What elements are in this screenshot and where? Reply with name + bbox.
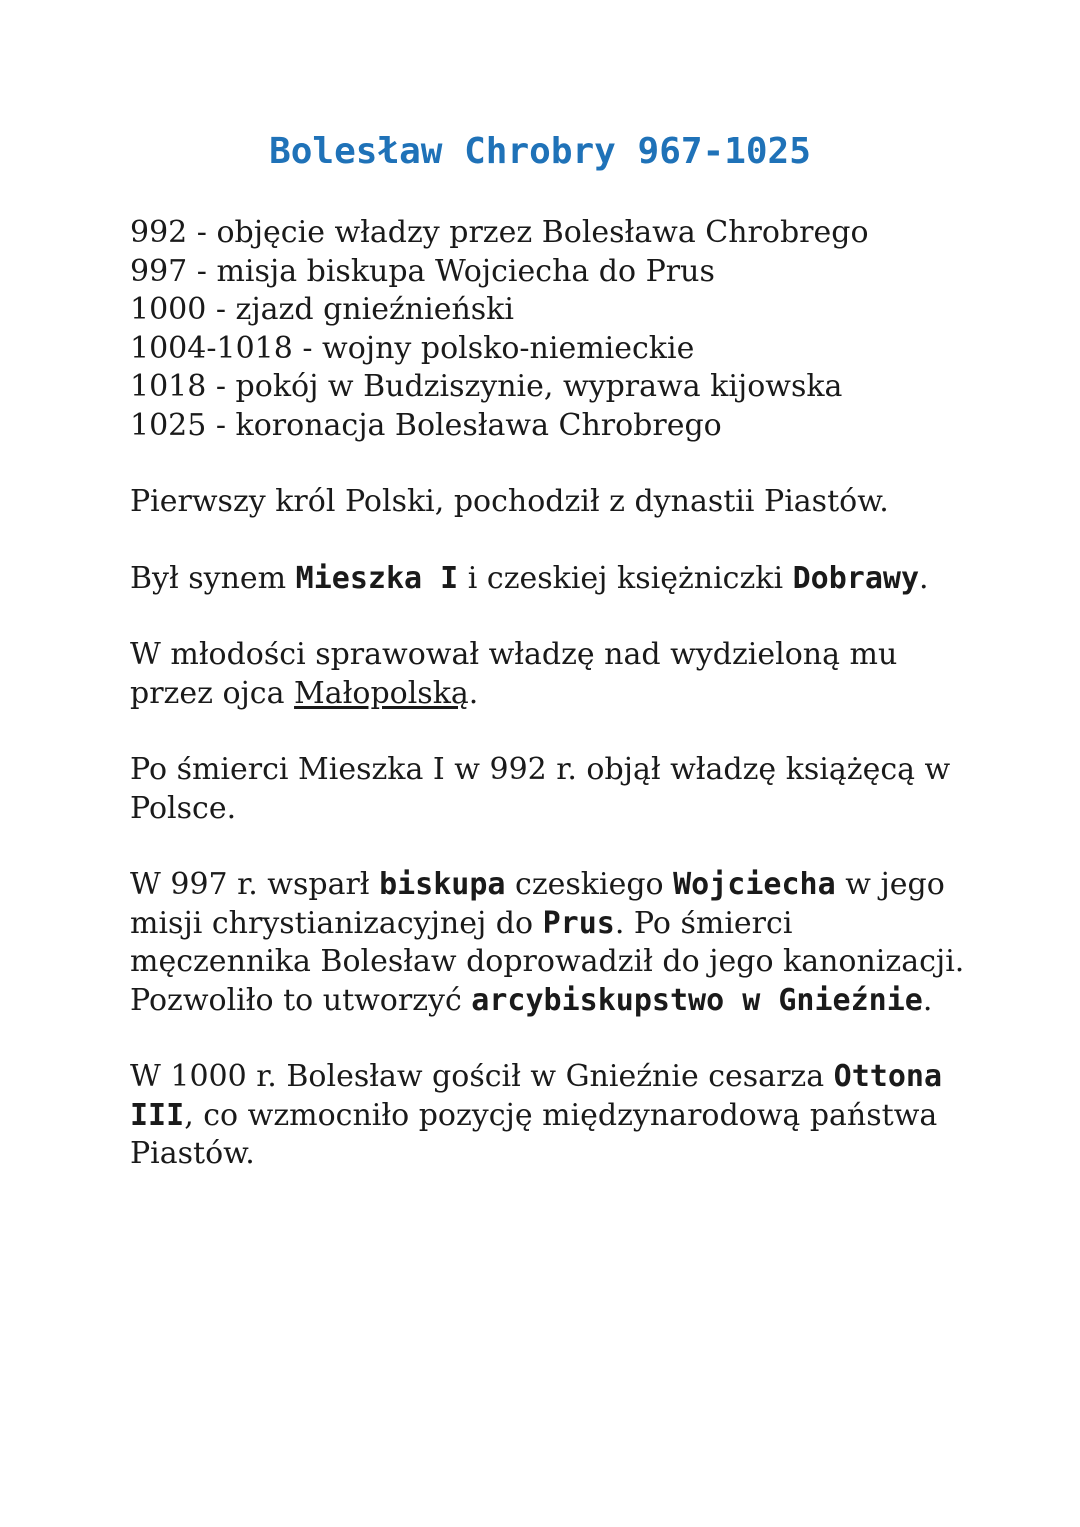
paragraph-first-king: Pierwszy król Polski, pochodził z dynastii Piastów. [130,484,889,519]
text-run: . [919,560,929,596]
text-run: Był synem [130,560,296,596]
bold-term-biskupa: biskupa [379,867,506,902]
text-run: W młodości sprawował władzę nad wydzieloną mu przez ojca [130,637,898,711]
text-run: . [468,675,479,711]
bold-term-otto: Ottona III [130,1059,943,1133]
paragraph-youth [130,636,970,713]
text-run: i czeskiej księżniczki [458,560,793,596]
text-run: czeskiego [505,867,674,902]
timeline-item: 1000 - zjazd gnieźnieński [130,292,514,327]
text-run: W 997 r. wsparł [130,867,380,902]
timeline-list [130,214,970,445]
bold-term-mieszko: Mieszka I [295,560,459,596]
document-body [130,214,970,1174]
bold-term-prus: Prus [542,905,615,941]
timeline-item: 1025 - koronacja Bolesława Chrobrego [130,407,722,443]
paragraph-wojciech [130,866,970,1020]
text-run: w jego misji chrystianizacyjnej do [130,867,945,941]
paragraph-gniezno-congress [130,1058,970,1174]
paragraph-ducal-power: Po śmierci Mieszka I w 992 r. objął władzę książęcą w Polsce. [130,752,951,826]
page-title: Bolesław Chrobry 967-1025 [269,131,811,172]
underlined-term-malopolska: Małopolską [294,675,469,711]
text-run: , co wzmocniło pozycję międzynarodową państwa Piastów. [130,1097,938,1171]
timeline-item: 992 - objęcie władzy przez Bolesława Chrobrego [130,215,869,250]
text-run: W 1000 r. Bolesław gościł w Gnieźnie cesarza [130,1059,834,1094]
bold-term-dobrawa: Dobrawy [792,560,920,596]
text-run: . [922,982,933,1018]
timeline-item: 997 - misja biskupa Wojciecha do Prus [130,253,715,289]
paragraph-parents [130,560,970,599]
bold-term-arcybiskupstwo: arcybiskupstwo w Gnieźnie [471,982,923,1018]
bold-term-wojciecha: Wojciecha [673,867,836,902]
timeline-item: 1018 - pokój w Budziszynie, wyprawa kijowska [130,369,843,404]
timeline-item: 1004-1018 - wojny polsko-niemieckie [130,330,695,366]
text-run: . Po śmierci męczennika Bolesław doprowadził do jego kanonizacji. Pozwoliło to utworzyć [130,905,965,1018]
